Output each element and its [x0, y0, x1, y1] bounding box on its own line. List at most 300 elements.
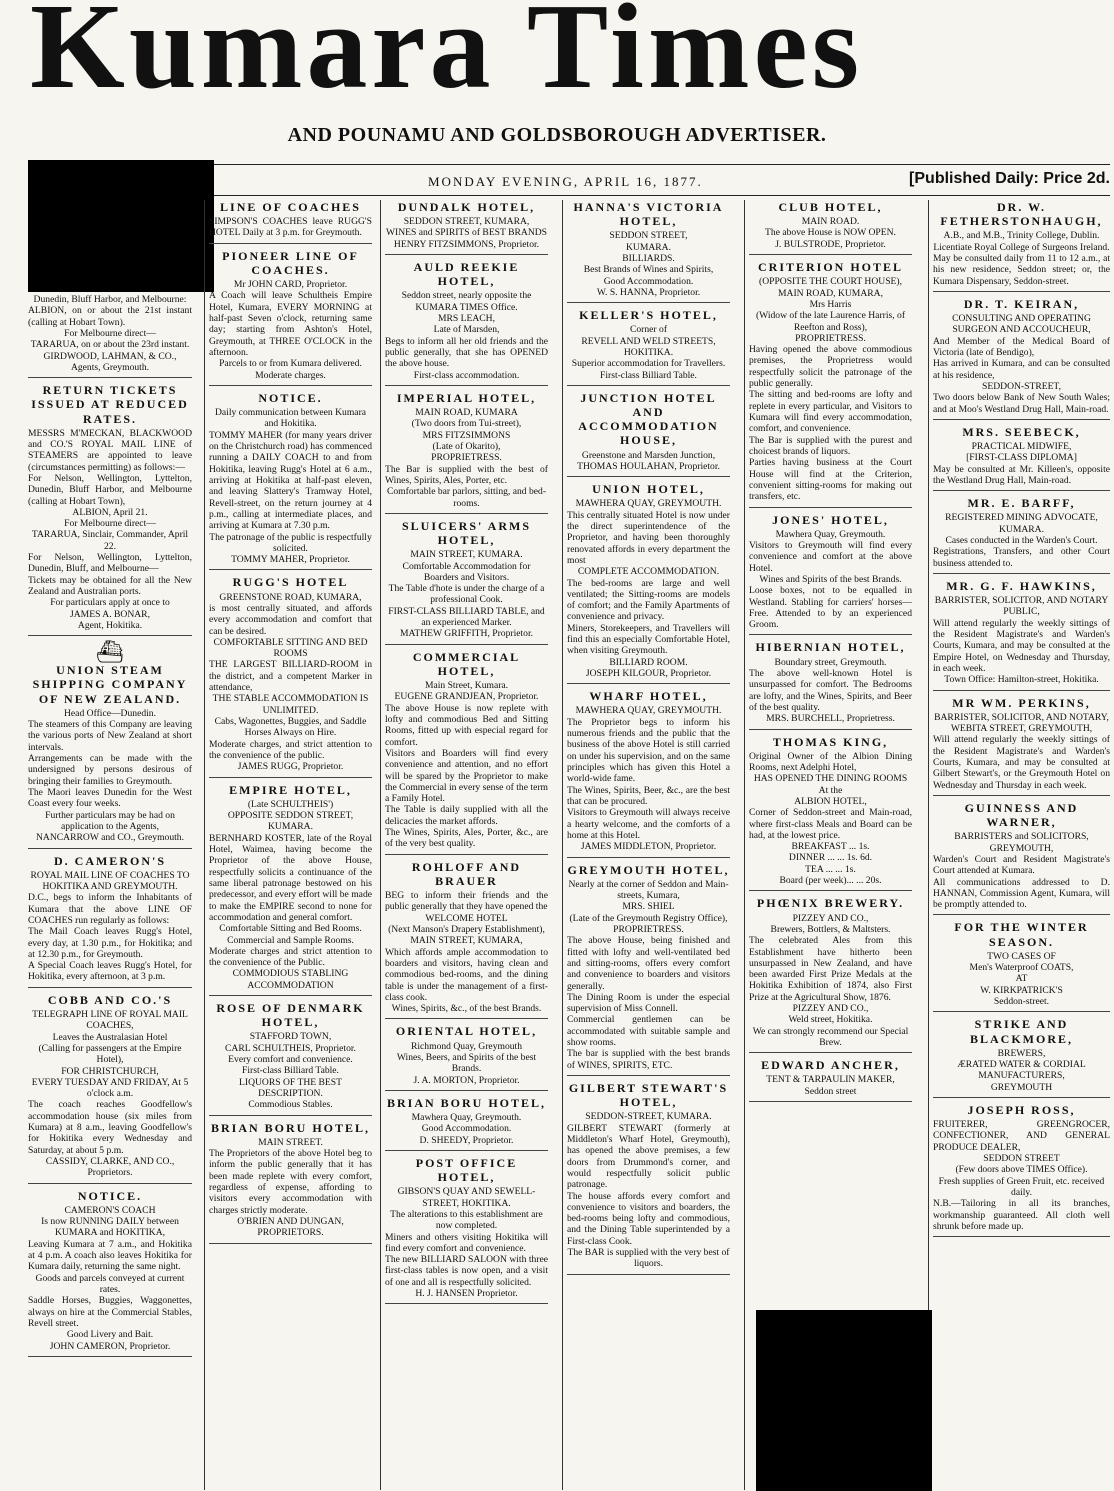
ad-text: Superior accommodation for Travellers. [571, 358, 726, 370]
ad-text: The Proprietors of the above Hotel beg to inform the public generally that it has been made replete with every comfort, regardless of expense, affording to visitors every accommodation with charges strictly moderate. [209, 1148, 372, 1216]
ad-text: Original Owner of the Albion Dining Rooms, next Adelphi Hotel, [749, 750, 912, 773]
ad-text: The Dining Room is under the especial supervision of Miss Connell. [567, 991, 730, 1015]
ad-text: JOSEPH KILGOUR, Proprietor. [585, 668, 712, 679]
ad-heading: GILBERT STEWART'S HOTEL, [568, 1081, 729, 1110]
ad-text: Licentiate Royal College of Surgeons Ireland. [933, 241, 1110, 253]
ad-text: (Late SCHULTHEIS') [247, 798, 334, 810]
redaction-block-bottom [756, 1310, 932, 1491]
ad-heading: WHARF HOTEL, [589, 689, 708, 704]
ad-text: Which affords ample accommodation to boarders and visitors, having clean and commodious bed-rooms, and the dining table is under the management of a first-class cook. [385, 946, 548, 1003]
ad-heading: NOTICE. [77, 1188, 143, 1203]
advertisement [749, 200, 912, 255]
ad-text: Cabs, Wagonettes, Buggies, and Saddle Horses Always on Hire. [214, 716, 367, 739]
ad-text: TOMMY MAHER, Proprietor. [231, 554, 350, 566]
ad-text: We can strongly recommend our Special Brew. [752, 1025, 909, 1048]
ad-text: SIMPSON'S COACHES leave RUGG'S HOTEL Daily at 3 p.m. for Greymouth. [209, 216, 372, 239]
ad-text: TARARUA, on or about the 23rd instant. [30, 339, 190, 351]
advertisement [749, 896, 912, 1053]
ad-text: MATHEW GRIFFITH, Proprietor. [399, 628, 534, 640]
ad-text: WELCOME HOTEL [425, 912, 508, 924]
ad-text: is most centrally situated, and affords every accommodation and comfort that can be desired. [209, 602, 372, 637]
ad-text: JAMES A. BONAR, [70, 608, 150, 620]
ad-text: A.B., and M.B., Trinity College, Dublin. [943, 230, 1100, 242]
advertisement [933, 425, 1110, 491]
ad-text: Warden's Court and Resident Magistrate's Court attended at Kumara. [933, 853, 1110, 877]
advertisement [209, 1121, 372, 1244]
ad-heading: HANNA'S VICTORIA HOTEL, [573, 200, 724, 229]
ad-text: TENT & TARPAULIN MAKER, [766, 1074, 895, 1086]
ad-heading: HIBERNIAN HOTEL, [755, 640, 906, 655]
advertisement [385, 519, 548, 645]
issue-date: MONDAY EVENING, APRIL 16, 1877. [428, 174, 703, 189]
ad-text: May be consulted daily from 11 to 12 a.m., at his new residence, Seddon street; or, the Kumara Dispensary, Seddon-street. [933, 252, 1110, 287]
advertisement [209, 575, 372, 777]
ad-text: (Two doors from Tui-street), [411, 418, 522, 430]
ad-text: Good Livery and Bait. [66, 1329, 154, 1341]
advertisement [567, 1081, 730, 1275]
ad-text: Weld street, Hokitika. [788, 1014, 873, 1026]
ad-text: Commodious Stables. [248, 1099, 333, 1111]
ad-text: COMMODIOUS STABLING ACCOMMODATION [232, 968, 349, 991]
ad-text: GILBERT STEWART (formerly at Middleton's Wharf Hotel, Greymouth), has opened the above premises, a few doors from Drummond's corner, and would respectfully solicit public patronage. [567, 1122, 730, 1191]
ad-heading: STRIKE AND BLACKMORE, [969, 1017, 1073, 1046]
advertisement [385, 260, 548, 386]
ad-text: Agents, Greymouth. [70, 361, 150, 373]
ad-text: H. J. HANSEN Proprietor. [415, 1288, 518, 1300]
ad-text: SEDDON STREET, KUMARA, [403, 216, 530, 228]
ad-text: MAIN STREET, KUMARA. [410, 549, 523, 561]
ad-text: ALBION HOTEL, [794, 795, 867, 807]
ad-text: EVERY TUESDAY AND FRIDAY, At 5 o'clock a.m. [31, 1076, 189, 1100]
ad-text: The bed-rooms are large and well ventilated; the Sitting-rooms are models of comfort; and the Family Apartments of convenience and privacy. [567, 577, 730, 623]
ad-text: PRACTICAL MIDWIFE, [971, 441, 1072, 452]
ad-text: First-class accommodation. [413, 369, 520, 381]
ad-text: GREENSTONE ROAD, KUMARA, [219, 591, 362, 603]
advertisement [567, 200, 730, 303]
ad-heading: AULD REEKIE HOTEL, [413, 260, 520, 289]
ad-text: BEG to inform their friends and the public generally that they have opened the [385, 890, 548, 913]
advertisement [385, 391, 548, 514]
ad-text: The house affords every comfort and convenience to visitors and boarders, the bed-rooms being lofty and commodious, and the Dining Table superintended by a First-class Cook. [567, 1190, 730, 1247]
ad-text: Commercial gentlemen can be accommodated with suitable sample and show rooms. [567, 1014, 730, 1049]
ad-text: Miners and others visiting Hokitika will find every comfort and convenience. [385, 1231, 548, 1254]
ad-text: Nearly at the corner of Seddon and Main-streets, Kumara, [568, 878, 729, 901]
ad-heading: ROSE OF DENMARK HOTEL, [216, 1001, 365, 1030]
ad-text: KUMARA. [625, 241, 672, 253]
advertisement [209, 1001, 372, 1116]
ad-text: HAS OPENED THE DINING ROOMS [753, 773, 908, 785]
ad-text: Cases conducted in the Warden's Court. [945, 535, 1098, 547]
ad-text: Main Street, Kumara. [424, 680, 509, 691]
ad-text: TARARUA, Sinclair, Commander, April 22. [31, 529, 189, 552]
ad-text: SEDDON STREET, [609, 230, 688, 242]
advertisement [567, 308, 730, 386]
ad-text: Further particulars may be had on application to the Agents, [45, 809, 175, 832]
advertisement [209, 783, 372, 996]
ad-text: Visitors and Boarders will find every convenience and attention, and no effort will be spared by the Proprietor to make the Commercial in every sense of the term a Family Hotel. [385, 747, 548, 805]
ad-text: Head Office—Dunedin. [64, 707, 156, 719]
ad-text: MAIN ROAD, KUMARA, [777, 287, 883, 299]
ad-text: Registrations, Transfers, and other Court business attended to. [933, 546, 1110, 569]
ad-text: COMPLETE ACCOMMODATION. [577, 566, 720, 578]
advertisement [28, 854, 192, 988]
ad-text: First-class Billiard Table. [600, 369, 697, 381]
ad-text: Wines and Spirits of the best Brands. [759, 573, 902, 585]
ad-text: WEBITA STREET, GREYMOUTH, [950, 723, 1093, 735]
advertisement [933, 696, 1110, 796]
price-notice: [Published Daily: Price 2d. [909, 170, 1110, 187]
ad-text: SEDDON-STREET, KUMARA. [585, 1111, 712, 1123]
ad-text: CAMERON'S COACH [64, 1204, 156, 1216]
advertisement [385, 1156, 548, 1304]
advertisement [209, 200, 372, 244]
ad-text: Mawhera Quay, Greymouth. [411, 1112, 522, 1123]
ad-text: Has arrived in Kumara, and can be consulted at his residence, [933, 358, 1110, 381]
ad-text: ALBION, on or about the 21st instant (calling at Hobart Town). [28, 305, 192, 328]
ad-text: All communications addressed to D. HANNAN, Commission Agent, Kumara, will be promptly attended to. [933, 876, 1110, 911]
ad-heading: D. CAMERON'S [53, 853, 166, 868]
column-1 [24, 294, 196, 1490]
ad-text: Moderate charges, and strict attention to the convenience of the public. [209, 738, 372, 761]
ad-text: Good Accommodation. [603, 275, 694, 287]
ad-text: First-class Billiard Table. [242, 1065, 339, 1077]
ad-text: PIZZEY AND CO., [792, 912, 869, 924]
ad-text: Saddle Horses, Buggies, Waggonettes, always on hire at the Commercial Stables, Revell street. [28, 1295, 192, 1329]
ad-heading: UNION STEAM SHIPPING COMPANY OF NEW ZEALAND. [32, 663, 188, 706]
ad-text: MAIN ROAD. [801, 216, 860, 228]
ad-text: COMFORTABLE SITTING AND BED ROOMS [213, 636, 368, 660]
ad-heading: COMMERCIAL HOTEL, [412, 649, 521, 678]
ad-heading: IMPERIAL HOTEL, [396, 390, 537, 405]
ad-text: MAIN STREET, KUMARA, [410, 935, 523, 947]
ad-text: Fresh supplies of Green Fruit, etc. received daily. [938, 1175, 1105, 1198]
ad-text: The above House, being finished and fitted with lofty and well-ventilated bed and sitting-rooms, offers every comfort and convenience to boarders and visitors generally. [567, 935, 730, 992]
ad-text: Richmond Quay, Greymouth [410, 1040, 523, 1052]
steamship-icon: ⛴ [96, 639, 124, 665]
ad-text: REGISTERED MINING ADVOCATE, KUMARA. [945, 512, 1098, 535]
ad-text: JAMES MIDDLETON, Proprietor. [580, 841, 717, 853]
ad-text: SEDDON STREET [983, 1153, 1060, 1164]
ad-text: BERNHARD KOSTER, late of the Royal Hotel, Waimea, having become the Proprietor of the above House, respectfully solicits a continuance of the same liberal patronage bestowed on his predecessor, and every effort will be made to make the EMPIRE second to none for accommodation and general comfort. [209, 832, 372, 923]
ad-heading: PIONEER LINE OF COACHES. [222, 248, 359, 277]
ad-text: Wines, Beers, and Spirits of the best Brands. [396, 1051, 537, 1075]
ad-text: Leaving Kumara at 7 a.m., and Hokitika at 4 p.m. A coach also leaves Hokitika for Kumara daily, returning the same night. [28, 1238, 192, 1273]
ad-text: For Melbourne direct— [64, 327, 156, 339]
advertisement [933, 200, 1110, 292]
ad-heading: EMPIRE HOTEL, [229, 782, 352, 797]
ad-text: BARRISTERS and SOLICITORS, GREYMOUTH, [954, 831, 1089, 854]
ad-text: The bar is supplied with the best brands of WINES, SPIRITS, ETC. [567, 1048, 730, 1071]
ad-heading: EDWARD ANCHER, [761, 1058, 900, 1073]
ad-heading: JUNCTION HOTEL AND ACCOMMODATION HOUSE, [578, 390, 719, 448]
ad-text: The Bar is supplied with the best of Wines, Spirits, Ales, Porter, etc. [385, 463, 548, 486]
ad-text: The celebrated Ales from this Establishment have hitherto been unsurpassed in New Zealand, and have been awarded First Prize Medals at the Hokitika Exhibition of 1874, also First Prize at the Agricultural Show, 1876. [749, 935, 912, 1003]
advertisement [567, 689, 730, 857]
ad-text: TEA ... ... 1s. [805, 863, 856, 875]
ad-text: A Special Coach leaves Rugg's Hotel, for Hokitika, every afternoon, at 3 p.m. [28, 960, 192, 983]
ad-heading: SLUICERS' ARMS HOTEL, [401, 518, 532, 548]
column-5 [744, 200, 916, 1490]
ad-text: And Member of the Medical Board of Victoria (late of Bendigo), [933, 335, 1110, 358]
ad-text: MRS. BURCHELL, Proprietress. [766, 713, 895, 725]
ad-text: Having opened the above commodious premises, the Proprietress would respectfully solicit the patronage of the public generally. [749, 344, 912, 390]
ad-text: (Calling for passengers at the Empire Hotel), [38, 1042, 182, 1066]
ad-text: N.B.—Tailoring in all its branches, workmanship guaranteed. All cloth well shrunk before made up. [933, 1198, 1110, 1232]
ad-heading: GREYMOUTH HOTEL, [567, 862, 730, 877]
ad-text: Every comfort and convenience. [228, 1054, 353, 1065]
ad-text: MRS FITZSIMMONS [422, 429, 511, 441]
ad-text: NANCARROW and CO., Greymouth. [36, 832, 184, 844]
advertisement [209, 391, 372, 571]
ad-text: (Few doors above TIMES Office). [955, 1164, 1088, 1176]
ad-text: Arrangements can be made with the undersigned by persons desirous of bringing their families to Greymouth. [28, 753, 192, 787]
ad-text: THE LARGEST BILLIARD-ROOM in the district, and a competent Marker in attendance, [209, 659, 372, 694]
ad-text: The coach reaches Goodfellow's accommodation house (six miles from Kumara) at 8 a.m., leaving Goodfellow's for Hokitika every Wednesday and Saturday, at about 5 p.m. [28, 1099, 192, 1156]
ad-text: At the [818, 784, 843, 796]
ad-text: GIRDWOOD, LAHMAN, & CO., [43, 350, 177, 362]
ad-text: DINNER ... ... 1s. 6d. [788, 852, 873, 864]
ad-text: HENRY FITZSIMMONS, Proprietor. [393, 238, 540, 250]
ad-text: Is now RUNNING DAILY between KUMARA and HOKITIKA, [41, 1216, 179, 1239]
ad-text: For Nelson, Wellington, Lyttelton, Dunedin, Bluff Harbor, and Melbourne (calling at Hobart Town), [28, 472, 192, 507]
ad-text: CASSIDY, CLARKE, AND CO., Proprietors. [45, 1156, 175, 1179]
ad-text: The alterations to this establishment are now completed. [390, 1208, 543, 1232]
newspaper-title: Kumara Times [30, 0, 864, 114]
ad-text: MESSRS M'MECKAN, BLACKWOOD and CO.'S ROYAL MAIL LINE of STEAMERS are appointed to leave (circumstances permitting) as follows:— [28, 427, 192, 473]
ad-heading: BRIAN BORU HOTEL, [386, 1095, 547, 1110]
ad-heading: COBB AND CO.'S [47, 992, 173, 1007]
ad-text: Men's Waterproof COATS, [969, 962, 1074, 974]
ad-text: TWO CASES OF [987, 950, 1056, 962]
ad-text: The Bar is supplied with the purest and choicest brands of liquors. [749, 434, 912, 457]
ad-text: BILLIARD ROOM. [609, 656, 688, 668]
ad-text: AT [1015, 973, 1028, 985]
ad-heading: DR. W. FETHERSTONHAUGH, [940, 200, 1103, 229]
ad-text: Agent, Hokitika. [77, 619, 143, 631]
ad-text: J. BULSTRODE, Proprietor. [775, 238, 886, 250]
ad-text: BARRISTER, SOLICITOR, AND NOTARY, [934, 711, 1109, 723]
ad-heading: MR. G. F. HAWKINS, [946, 578, 1097, 593]
ad-text: FRUITERER, GREENGROCER, CONFECTIONER, AND GENERAL PRODUCE DEALER, [933, 1119, 1110, 1153]
column-4 [562, 200, 734, 1490]
ad-heading: MR WM. PERKINS, [952, 695, 1091, 710]
ad-heading: ROHLOFF AND BRAUER [411, 859, 522, 888]
ad-text: Two doors below Bank of New South Wales; and at Moo's Westland Drug Hall, Main-road. [933, 392, 1110, 415]
ad-text: May be consulted at Mr. Killeen's, opposite the Westland Drug Hall, Main-road. [933, 463, 1110, 486]
ad-text: (Widow of the late Laurence Harris, of Reefton and Ross), [755, 310, 906, 333]
ad-heading: RETURN TICKETS ISSUED AT REDUCED RATES. [31, 383, 189, 426]
ad-text: The above House is NOW OPEN. [765, 227, 896, 239]
ad-heading: ORIENTAL HOTEL, [395, 1024, 538, 1039]
advertisement [567, 482, 730, 684]
ad-text: The BAR is supplied with the very best of liquors. [567, 1247, 730, 1270]
dateline [210, 164, 1110, 196]
advertisement [28, 993, 192, 1184]
ad-heading: KELLER'S HOTEL, [579, 308, 718, 323]
advertisement [749, 1058, 912, 1102]
ad-heading: PHŒNIX BREWERY. [756, 896, 905, 911]
ad-text: Comfortable bar parlors, sitting, and bed-rooms. [386, 486, 547, 509]
ad-text: For Nelson, Wellington, Lyttelton, Dunedin, Bluff, and Melbourne— [28, 552, 192, 575]
ad-text: Good Accommodation. [421, 1123, 512, 1135]
advertisement [385, 200, 548, 255]
ad-text: W. KIRKPATRICK'S [980, 984, 1063, 996]
advertisement [749, 513, 912, 636]
ad-text: This centrally situated Hotel is now under the direct superintendence of the Proprietor, and having been thoroughly renovated affords in every department the most [567, 509, 730, 566]
advertisement [933, 579, 1110, 691]
redaction-block [28, 160, 214, 292]
ad-text: BREWERS, [997, 1047, 1046, 1059]
advertisement [933, 1017, 1110, 1098]
ad-text: CARL SCHULTHEIS, Proprietor. [225, 1042, 356, 1054]
ad-text: REVELL AND WELD STREETS, HOKITIKA. [581, 335, 716, 358]
advertisement [385, 650, 548, 855]
advertisement [567, 863, 730, 1076]
ad-text: Daily communication between Kumara and Hokitika. [214, 407, 367, 430]
ad-text: W. S. HANNA, Proprietor. [596, 286, 701, 298]
ad-text: The Wines, Spirits, Ales, Porter, &c., are of the very best quality. [385, 827, 548, 850]
column-2 [204, 200, 376, 1490]
ad-text: Corner of Seddon-street and Main-road, where first-class Meals and Board can be had, at the lowest price. [749, 807, 912, 841]
ad-heading: CLUB HOTEL, [778, 200, 883, 214]
ad-text: The sitting and bed-rooms are lofty and replete in every particular, and Visitors to Kumara will find every accommodation, comfort, and convenience. [749, 389, 912, 435]
ad-text: Mrs Harris [809, 298, 852, 310]
ad-text: Loose boxes, not to be equalled in Westland. Stabling for carriers' horses—Free. Attended to by an experienced Groom. [749, 585, 912, 631]
ad-text: Board (per week)... ... 20s. [779, 875, 882, 887]
ad-text: Goods and parcels conveyed at current rates. [35, 1272, 185, 1295]
ad-heading: NOTICE. [258, 390, 323, 405]
ad-text: The new BILLIARD SALOON with three first-class tables is now open, and a visit of one and all is respectfully solicited. [385, 1254, 548, 1288]
ad-text: WINES and SPIRITS of BEST BRANDS [385, 227, 548, 239]
ad-text: J. A. MORTON, Proprietor. [413, 1074, 520, 1086]
advertisement [933, 297, 1110, 420]
ad-text: Miners, Storekeepers, and Travellers will find this an especially Comfortable Hotel, when visiting Greymouth. [567, 622, 730, 657]
advertisement [749, 640, 912, 729]
ad-heading: POST OFFICE HOTEL, [415, 1155, 518, 1185]
ad-text: LIQUORS OF THE BEST DESCRIPTION. [239, 1076, 342, 1099]
ad-text: MRS LEACH, [437, 313, 496, 325]
ad-text: The Table d'hote is under the charge of a professional Cook. [388, 583, 545, 606]
advertisement [385, 860, 548, 1020]
ad-text: MAWHERA QUAY, GREYMOUTH. [575, 705, 722, 717]
ad-text: PROPRIETRESS. [431, 452, 502, 464]
ad-text: CONSULTING AND OPERATING SURGEON AND ACCOUCHEUR, [952, 313, 1091, 336]
ad-text: BILLIARDS. [622, 252, 675, 264]
advertisement [385, 1024, 548, 1090]
ad-text: Will attend regularly the weekly sittings of the Resident Magistrate's and Warden's Courts, Kumara, and may be consulted at the Empire Hotel, on Wednesday and Thursday, in each week. [933, 617, 1110, 674]
ad-text: MAIN ROAD, KUMARA [415, 407, 518, 419]
ad-heading: THOMAS KING, [772, 734, 889, 749]
ad-heading: RUGG'S HOTEL [232, 575, 349, 590]
ad-text: Begs to inform all her old friends and the public generally, that she has OPENED the above house. [385, 335, 548, 370]
ad-text: OPPOSITE SEDDON STREET, KUMARA. [227, 810, 354, 833]
advertisement [933, 920, 1110, 1012]
ad-text: Best Brands of Wines and Spirits, [583, 264, 714, 276]
ad-text: Wines, Spirits, &c., of the best Brands. [391, 1003, 542, 1015]
advertisement [209, 249, 372, 386]
ad-heading: LINE OF COACHES [220, 200, 361, 214]
ad-text: Brewers, Bottlers, & Maltsters. [770, 923, 891, 935]
ad-text: O'BRIEN AND DUNGAN, PROPRIETORS. [237, 1215, 344, 1239]
advertisement [28, 641, 192, 848]
ad-heading: BRIAN BORU HOTEL, [210, 1120, 371, 1135]
ad-heading: JONES' HOTEL, [772, 512, 889, 527]
ad-text: (Next Manson's Drapery Establishment), [388, 923, 545, 935]
ad-text: The patronage of the public is respectfully solicited. [209, 531, 372, 554]
ad-text: Seddon-street. [993, 996, 1050, 1008]
ad-text: The above House is now replete with lofty and commodious Bed and Sitting Rooms, fitted up with especial regard for comfort. [385, 702, 548, 748]
ad-text: TOMMY MAHER (for many years driver on the Christchurch road) has commenced running a DAILY COACH to and from Hokitika, leaving Rugg's Hotel at 6 a.m., arriving at Hokitika at half-past eleven, and leaving Slattery's Tramway Hotel, Revell-street, on the return journey at 4 p.m., calling at intermediate places, and arriving at Kumara at 7.30 p.m. [209, 429, 372, 532]
ad-text: Leaves the Australasian Hotel [52, 1031, 168, 1043]
advertisement [28, 383, 192, 636]
ad-text: MAWHERA QUAY, GREYMOUTH. [575, 498, 722, 510]
column-3 [380, 200, 552, 1490]
ad-text: (Late of the Greymouth Registry Office), [569, 912, 728, 924]
ad-heading: MR. E. BARFF, [967, 496, 1076, 511]
ad-text: Moderate charges and strict attention to the convenience of the Public. [209, 945, 372, 969]
ad-text: GREYMOUTH [990, 1081, 1053, 1093]
ad-text: Commercial and Sample Rooms. [227, 934, 354, 946]
ad-text: Parcels to or from Kumara delivered. Moderate charges. [219, 358, 362, 381]
advertisement [749, 260, 912, 507]
ad-heading: FOR THE WINTER SEASON. [954, 920, 1089, 949]
ad-text: Visitors to Greymouth will always receive a hearty welcome, and the comforts of a home at this Hotel. [567, 807, 730, 841]
ad-text: Seddon street, nearly opposite the KUMARA TIMES Office. [401, 290, 532, 313]
ad-text: Comfortable Sitting and Bed Rooms. [219, 923, 362, 935]
ad-text: FIRST-CLASS BILLIARD TABLE, and an experienced Marker. [388, 605, 545, 629]
ad-text: A Coach will leave Schultheis Empire Hotel, Kumara, EVERY MORNING at half-past Seven o'clock, returning same day; starting from Ashton's Hotel, Greymouth, at THREE O'CLOCK in the afternoon. [209, 290, 372, 358]
ad-text: Mawhera Quay, Greymouth. [775, 528, 886, 540]
newspaper-subtitle: AND POUNAMU AND GOLDSBOROUGH ADVERTISER. [287, 124, 827, 146]
ad-text: SEDDON-STREET, [982, 380, 1061, 392]
ad-heading: UNION HOTEL, [592, 482, 705, 497]
ad-text: Mr JOHN CARD, Proprietor. [233, 279, 348, 291]
ad-text: The above well-known Hotel is unsurpassed for comfort. The Bedrooms are lofty, and the Wines, Spirits, and Beer of the best quality. [749, 667, 912, 713]
ad-heading: GUINNESS AND WARNER, [964, 800, 1079, 830]
ad-text: ROYAL MAIL LINE OF COACHES TO HOKITIKA AND GREYMOUTH. [30, 869, 190, 892]
ad-text: GIBSON'S QUAY AND SEWELL-STREET, HOKITIKA. [397, 1186, 536, 1209]
ad-text: Seddon street [804, 1085, 857, 1097]
ad-text: Visitors to Greymouth will find every convenience and comfort at the above Hotel. [749, 539, 912, 574]
ad-text: The Proprietor begs to inform his numerous friends and the public that the business of the above Hotel is still carried on under his supervision, and on the same principles which has given this Hotel a world-wide fame. [567, 716, 730, 785]
advertisement [933, 801, 1110, 916]
ad-text: For Melbourne direct— [64, 518, 156, 530]
ad-text: BREAKFAST ... 1s. [791, 841, 870, 853]
advertisement [933, 1103, 1110, 1237]
ad-text: Tickets may be obtained for all the New Zealand and Australian ports. [28, 574, 192, 598]
ad-text: The Table is daily supplied with all the delicacies the market affords. [385, 804, 548, 827]
ad-text: The steamers of this Company are leaving the various ports of New Zealand at short intervals. [28, 719, 192, 753]
advertisement [28, 1189, 192, 1357]
ad-text: MRS. SHIEL [622, 901, 675, 913]
ad-heading: DUNDALK HOTEL, [397, 200, 536, 214]
ad-text: (Late of Okarito), [432, 441, 501, 452]
advertisement [933, 496, 1110, 574]
ad-text: THE STABLE ACCOMMODATION IS UNLIMITED. [212, 693, 369, 716]
ad-text: ALBION, April 21. [72, 506, 148, 518]
ad-text: STAFFORD TOWN, [249, 1031, 332, 1043]
advertisement [749, 735, 912, 892]
ad-text: Late of Marsden, [433, 324, 500, 336]
ad-text: Boundary street, Greymouth. [774, 656, 887, 668]
ad-text: Parties having business at the Court House will find at the Criterion, convenient sitting-rooms for making out transfers, etc. [749, 457, 912, 503]
ad-text: ÆRATED WATER & CORDIAL MANUFACTURERS, [957, 1058, 1086, 1082]
ad-text: D. SHEEDY, Proprietor. [419, 1134, 514, 1146]
ad-text: Dunedin, Bluff Harbor, and Melbourne: [33, 294, 187, 305]
ad-text: EUGENE GRANDJEAN, Proprietor. [394, 691, 539, 703]
ad-text: TELEGRAPH LINE OF ROYAL MAIL COACHES, [32, 1008, 188, 1032]
ad-text: The Maori leaves Dunedin for the West Coast every four weeks. [28, 786, 192, 810]
